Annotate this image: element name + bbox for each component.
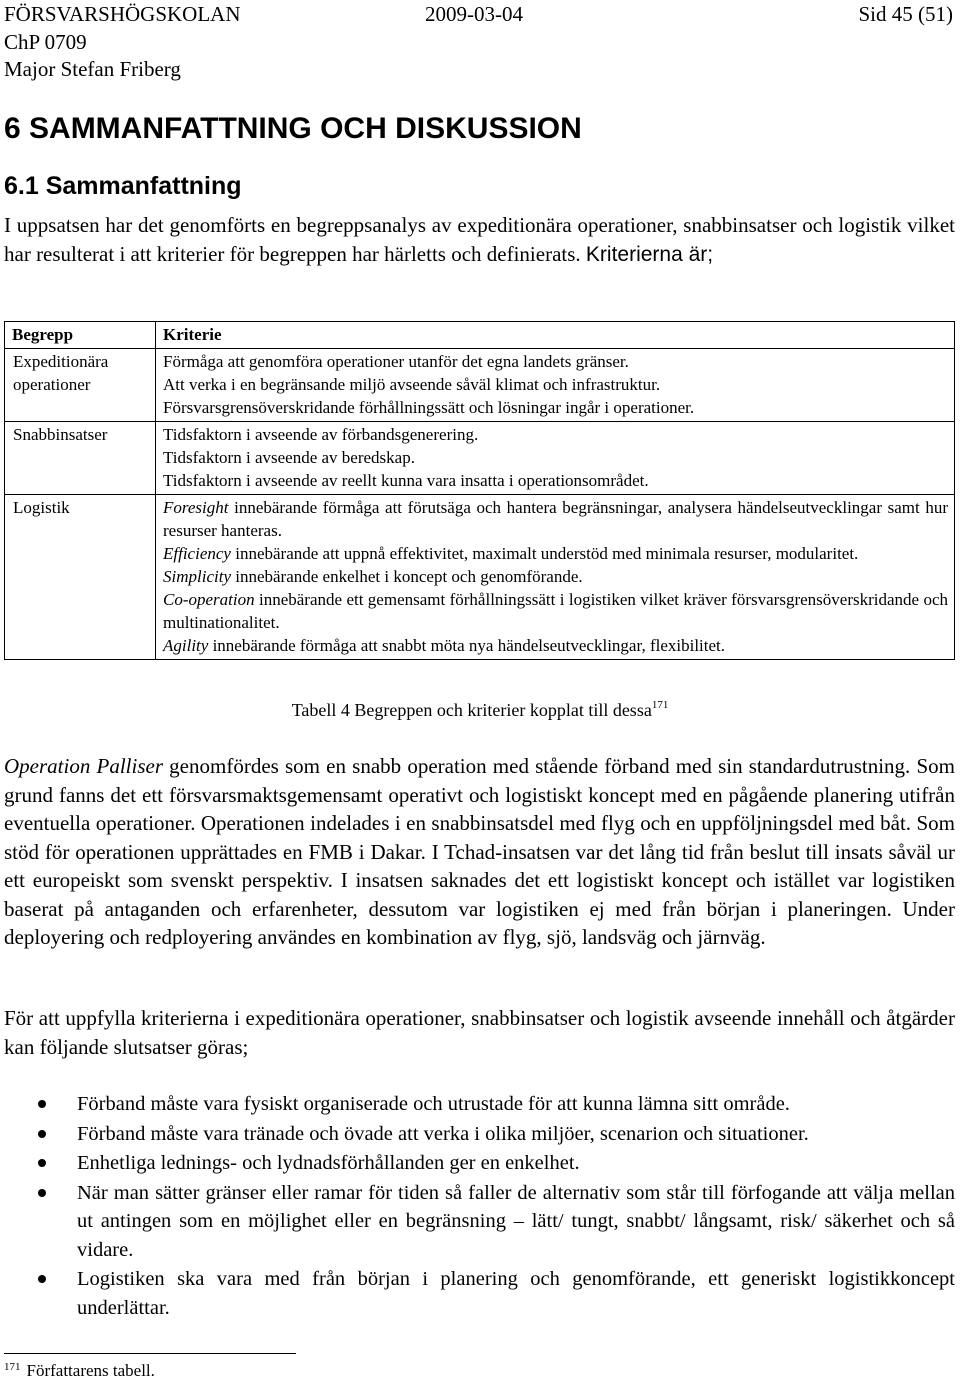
list-item-text: Förband måste vara fysiskt organiserade och utrustade för att kunna lämna sitt område. (77, 1093, 790, 1115)
table-row (5, 349, 955, 422)
bullet-icon (38, 1275, 46, 1283)
table-criteria (156, 422, 955, 495)
list-item-text: Enhetliga lednings- och lydnadsförhållanden ger en enkelhet. (77, 1152, 580, 1174)
caption-text: Tabell 4 Begreppen och kriterier kopplat till dessa (291, 700, 652, 720)
bullet-icon (38, 1159, 46, 1167)
chapter-heading: 6 SAMMANFATTNING OCH DISKUSSION (4, 112, 582, 145)
conclusion-list (0, 1090, 955, 1323)
list-item (0, 1265, 955, 1322)
table-term: Expeditionära operationer (5, 349, 156, 422)
table-criteria (156, 349, 955, 422)
criterion-term: Simplicity (163, 567, 231, 586)
table-term: Snabbinsatser (5, 422, 156, 495)
table-term: Logistik (5, 495, 156, 660)
operation-name: Operation Palliser (4, 754, 163, 778)
table-header-criteria: Kriterie (156, 322, 955, 349)
criterion: Förmåga att genomföra operationer utanför det egna landets gränser. (163, 352, 629, 371)
intro-lead-text: Kriterierna är; (585, 242, 714, 266)
list-item (0, 1090, 955, 1119)
table-row (5, 422, 955, 495)
header-author: Major Stefan Friberg (4, 57, 181, 81)
bullet-icon (38, 1130, 46, 1138)
criterion: Att verka i en begränsande miljö avseende såväl klimat och infrastruktur. (163, 375, 661, 394)
criterion: Försvarsgrensöverskridande förhållningssätt och lösningar ingår i operationer. (163, 398, 695, 417)
conclusion-intro-paragraph: För att uppfylla kriterierna i expeditionära operationer, snabbinsatser och logistik avseende innehåll och åtgärder kan följande slutsatser göras; (4, 1006, 955, 1059)
header-institution: FÖRSVARSHÖGSKOLAN (4, 2, 241, 26)
criterion (163, 565, 948, 588)
criterion (163, 634, 948, 657)
section-heading: 6.1 Sammanfattning (4, 172, 242, 200)
criteria-table (4, 321, 955, 660)
body-paragraph (4, 752, 955, 952)
paragraph-text: genomfördes som en snabb operation med stående förband med sin standardutrustning. Som grund fanns det ett försvarsmaktsgemensamt operativt och logistiskt koncept med en pågående planering utifrån eventuella operationer. Operationen indelades i en snabbinsatsdel med flyg och en uppföljningsdel med båt. Som stöd för operationen upprättades en FMB i Dakar. I Tchad-insatsen var det lång tid från beslut till insats såväl ur ett europeiskt som svenskt perspektiv. I insatsen saknades det ett logistiskt koncept och istället var logistiken baserat på antaganden och erfarenheter, dessutom var logistiken ej med från början i planeringen. Under deployering och redployering användes en kombination av flyg, sjö, landsväg och järnväg. (4, 754, 955, 949)
header-date: 2009-03-04 (425, 2, 523, 26)
list-item-text: Förband måste vara tränade och övade att verka i olika miljöer, scenarion och situationer. (77, 1122, 809, 1145)
table-caption (0, 700, 960, 721)
list-item-text: Logistiken ska vara med från början i planering och genomförande, ett generiskt logistikkoncept underlättar. (77, 1268, 955, 1319)
criterion-text: innebärande att uppnå effektivitet, maximalt understöd med minimala resurser, modularitet. (230, 544, 859, 563)
intro-paragraph (4, 211, 955, 269)
criterion-term: Efficiency (163, 544, 231, 563)
criterion: Tidsfaktorn i avseende av förbandsgenerering. (163, 425, 479, 444)
criterion (163, 588, 948, 634)
table-row (5, 495, 955, 660)
criterion: Tidsfaktorn i avseende av reellt kunna vara insatta i operationsområdet. (163, 471, 649, 490)
footnote-text: Författarens tabell. (26, 1361, 155, 1380)
criterion-text: innebärande förmåga att förutsäga och hantera begränsningar, analysera händelseutvecklingar samt hur resurser hanteras. (163, 498, 948, 540)
criterion-term: Agility (163, 636, 209, 655)
footnote-number: 171 (4, 1361, 21, 1373)
criterion-text: innebärande förmåga att snabbt möta nya händelseutvecklingar, flexibilitet. (208, 636, 726, 655)
table-header-row (5, 322, 955, 349)
list-item (0, 1120, 955, 1149)
bullet-icon (38, 1100, 46, 1108)
header-page-number: Sid 45 (51) (858, 2, 953, 26)
criterion: Tidsfaktorn i avseende av beredskap. (163, 448, 415, 467)
footnote-reference[interactable]: 171 (651, 699, 669, 711)
list-item (0, 1179, 955, 1265)
intro-text: I uppsatsen har det genomförts en begreppsanalys av expeditionära operationer, snabbinsatser och logistik vilket har resulterat i att kriterier för begreppen har härletts och definierats. (4, 213, 955, 266)
criterion-term: Co-operation (163, 590, 255, 609)
footnote (4, 1360, 155, 1382)
bullet-icon (38, 1189, 46, 1197)
table-header-term: Begrepp (5, 322, 156, 349)
criterion-text: innebärande ett gemensamt förhållningssätt i logistiken vilket kräver försvarsgrensöverskridande och multinationalitet. (163, 590, 948, 632)
header-course: ChP 0709 (4, 30, 87, 54)
criterion-text: innebärande enkelhet i koncept och genomförande. (230, 567, 583, 586)
table-criteria (156, 495, 955, 660)
list-item-text: När man sätter gränser eller ramar för tiden så faller de alternativ som står till förfogande att välja mellan ut antingen som en möjlighet eller en begränsning – lätt/ tungt, snabbt/ långsamt, risk/ säkerhet och så vidare. (77, 1181, 955, 1261)
list-item (0, 1149, 955, 1178)
criterion-term: Foresight (163, 498, 229, 517)
criterion (163, 496, 948, 542)
footnote-divider (4, 1353, 296, 1354)
criterion (163, 542, 948, 565)
